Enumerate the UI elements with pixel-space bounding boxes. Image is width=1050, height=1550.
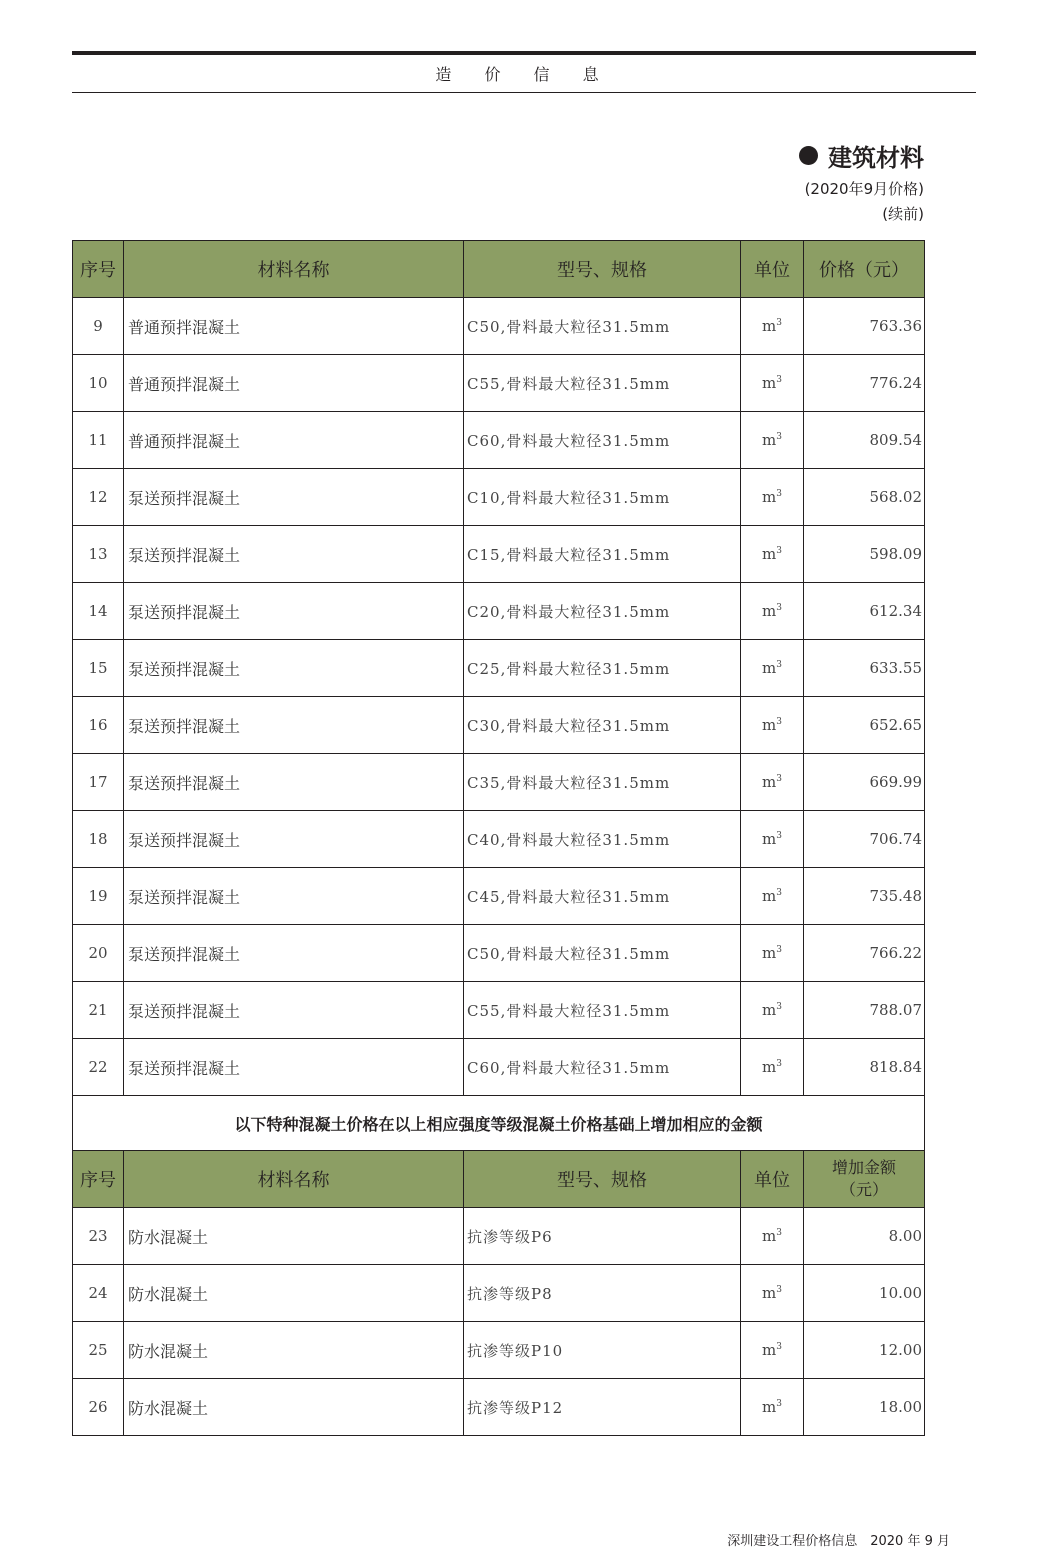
row-number: 11 — [73, 412, 124, 469]
material-name: 泵送预拌混凝土 — [124, 640, 464, 697]
price: 10.00 — [804, 1265, 925, 1322]
material-spec: 抗渗等级P8 — [464, 1265, 741, 1322]
unit-base: m — [762, 317, 777, 335]
unit-base: m — [762, 1398, 777, 1416]
price: 652.65 — [804, 697, 925, 754]
unit — [741, 1265, 804, 1322]
unit — [741, 469, 804, 526]
material-name: 泵送预拌混凝土 — [124, 1039, 464, 1096]
unit-exponent: 3 — [776, 318, 782, 328]
unit-exponent: 3 — [776, 1399, 782, 1409]
unit-base: m — [762, 944, 777, 962]
header-title: 造 价 信 息 — [435, 65, 613, 84]
row-number: 23 — [73, 1208, 124, 1265]
price: 809.54 — [804, 412, 925, 469]
table-row — [73, 697, 925, 754]
header-spec: 型号、规格 — [464, 241, 741, 298]
unit — [741, 298, 804, 355]
material-name: 普通预拌混凝土 — [124, 355, 464, 412]
table-row — [73, 811, 925, 868]
material-spec: C50,骨料最大粒径31.5mm — [464, 925, 741, 982]
unit — [741, 640, 804, 697]
unit-exponent: 3 — [776, 1059, 782, 1069]
material-spec: C45,骨料最大粒径31.5mm — [464, 868, 741, 925]
header-no: 序号 — [73, 241, 124, 298]
material-spec: C35,骨料最大粒径31.5mm — [464, 754, 741, 811]
row-number: 19 — [73, 868, 124, 925]
price: 633.55 — [804, 640, 925, 697]
table-row — [73, 526, 925, 583]
unit-exponent: 3 — [776, 375, 782, 385]
row-number: 16 — [73, 697, 124, 754]
row-number: 26 — [73, 1379, 124, 1436]
material-name: 泵送预拌混凝土 — [124, 982, 464, 1039]
material-name: 防水混凝土 — [124, 1208, 464, 1265]
unit — [741, 1039, 804, 1096]
note-text: 以下特种混凝土价格在以上相应强度等级混凝土价格基础上增加相应的金额 — [73, 1096, 925, 1151]
section-title — [799, 138, 924, 173]
unit-base: m — [762, 830, 777, 848]
row-number: 21 — [73, 982, 124, 1039]
section-continued: (续前) — [882, 205, 924, 223]
unit-exponent: 3 — [776, 1228, 782, 1238]
material-spec: 抗渗等级P6 — [464, 1208, 741, 1265]
material-spec: C55,骨料最大粒径31.5mm — [464, 982, 741, 1039]
price: 18.00 — [804, 1379, 925, 1436]
table-row — [73, 754, 925, 811]
header2-spec: 型号、规格 — [464, 1151, 741, 1208]
material-name: 泵送预拌混凝土 — [124, 754, 464, 811]
row-number: 9 — [73, 298, 124, 355]
price: 818.84 — [804, 1039, 925, 1096]
material-name: 普通预拌混凝土 — [124, 298, 464, 355]
unit-exponent: 3 — [776, 489, 782, 499]
material-spec: C40,骨料最大粒径31.5mm — [464, 811, 741, 868]
table-row — [73, 298, 925, 355]
table-row — [73, 412, 925, 469]
header-price: 价格（元） — [804, 241, 925, 298]
unit — [741, 355, 804, 412]
header-rule — [72, 92, 976, 93]
row-number: 15 — [73, 640, 124, 697]
unit-base: m — [762, 887, 777, 905]
row-number: 18 — [73, 811, 124, 868]
table-row — [73, 355, 925, 412]
unit — [741, 982, 804, 1039]
note-body — [73, 1096, 925, 1151]
unit-exponent: 3 — [776, 603, 782, 613]
unit-base: m — [762, 716, 777, 734]
unit-exponent: 3 — [776, 1002, 782, 1012]
unit — [741, 868, 804, 925]
row-number: 10 — [73, 355, 124, 412]
price: 788.07 — [804, 982, 925, 1039]
material-spec: C10,骨料最大粒径31.5mm — [464, 469, 741, 526]
table-row — [73, 469, 925, 526]
material-name: 泵送预拌混凝土 — [124, 811, 464, 868]
unit — [741, 583, 804, 640]
unit — [741, 1379, 804, 1436]
table-row — [73, 1208, 925, 1265]
unit-exponent: 3 — [776, 774, 782, 784]
table-row — [73, 1265, 925, 1322]
row-number: 20 — [73, 925, 124, 982]
material-name: 泵送预拌混凝土 — [124, 868, 464, 925]
table-row — [73, 982, 925, 1039]
row-number: 12 — [73, 469, 124, 526]
unit-base: m — [762, 773, 777, 791]
table-row — [73, 583, 925, 640]
footer-text: 深圳建设工程价格信息 2020 年 9 月 — [727, 1534, 950, 1549]
header2-price — [804, 1151, 925, 1208]
unit-base: m — [762, 659, 777, 677]
price: 598.09 — [804, 526, 925, 583]
header-name: 材料名称 — [124, 241, 464, 298]
table-row — [73, 1379, 925, 1436]
unit-base: m — [762, 431, 777, 449]
header2-unit: 单位 — [741, 1151, 804, 1208]
material-spec: C55,骨料最大粒径31.5mm — [464, 355, 741, 412]
price: 612.34 — [804, 583, 925, 640]
table-row — [73, 1039, 925, 1096]
price: 766.22 — [804, 925, 925, 982]
header2-price-line2: （元） — [839, 1180, 888, 1199]
price: 8.00 — [804, 1208, 925, 1265]
material-spec: 抗渗等级P10 — [464, 1322, 741, 1379]
price: 763.36 — [804, 298, 925, 355]
material-name: 防水混凝土 — [124, 1322, 464, 1379]
material-name: 泵送预拌混凝土 — [124, 697, 464, 754]
material-name: 泵送预拌混凝土 — [124, 583, 464, 640]
material-spec: C25,骨料最大粒径31.5mm — [464, 640, 741, 697]
price: 776.24 — [804, 355, 925, 412]
row-number: 25 — [73, 1322, 124, 1379]
bullet-icon — [799, 146, 818, 165]
price-table — [72, 240, 925, 1436]
unit-exponent: 3 — [776, 831, 782, 841]
unit-exponent: 3 — [776, 888, 782, 898]
header2-name: 材料名称 — [124, 1151, 464, 1208]
price: 12.00 — [804, 1322, 925, 1379]
material-name: 普通预拌混凝土 — [124, 412, 464, 469]
section-title-text: 建筑材料 — [828, 144, 924, 172]
header-unit: 单位 — [741, 241, 804, 298]
unit — [741, 754, 804, 811]
material-spec: C15,骨料最大粒径31.5mm — [464, 526, 741, 583]
unit-base: m — [762, 545, 777, 563]
material-name: 泵送预拌混凝土 — [124, 469, 464, 526]
unit — [741, 526, 804, 583]
material-spec: C30,骨料最大粒径31.5mm — [464, 697, 741, 754]
section-subtitle: (2020年9月价格) — [804, 180, 924, 198]
table-row — [73, 640, 925, 697]
price: 706.74 — [804, 811, 925, 868]
unit-base: m — [762, 1227, 777, 1245]
unit-exponent: 3 — [776, 1285, 782, 1295]
row-number: 24 — [73, 1265, 124, 1322]
top-rule — [72, 51, 976, 55]
price: 669.99 — [804, 754, 925, 811]
material-name: 防水混凝土 — [124, 1265, 464, 1322]
table-row — [73, 868, 925, 925]
table-row — [73, 1322, 925, 1379]
material-spec: C60,骨料最大粒径31.5mm — [464, 412, 741, 469]
unit-exponent: 3 — [776, 1342, 782, 1352]
material-spec: C20,骨料最大粒径31.5mm — [464, 583, 741, 640]
unit — [741, 925, 804, 982]
table2-header-row — [73, 1151, 925, 1208]
row-number: 13 — [73, 526, 124, 583]
material-spec: C50,骨料最大粒径31.5mm — [464, 298, 741, 355]
unit-exponent: 3 — [776, 945, 782, 955]
row-number: 14 — [73, 583, 124, 640]
material-spec: C60,骨料最大粒径31.5mm — [464, 1039, 741, 1096]
unit-base: m — [762, 602, 777, 620]
price: 568.02 — [804, 469, 925, 526]
row-number: 22 — [73, 1039, 124, 1096]
unit — [741, 811, 804, 868]
unit-exponent: 3 — [776, 546, 782, 556]
material-name: 防水混凝土 — [124, 1379, 464, 1436]
material-name: 泵送预拌混凝土 — [124, 925, 464, 982]
unit-base: m — [762, 1284, 777, 1302]
table1-header-row — [73, 241, 925, 298]
unit-base: m — [762, 374, 777, 392]
table1-body — [73, 241, 925, 1096]
header2-no: 序号 — [73, 1151, 124, 1208]
material-spec: 抗渗等级P12 — [464, 1379, 741, 1436]
unit-exponent: 3 — [776, 660, 782, 670]
price: 735.48 — [804, 868, 925, 925]
unit-base: m — [762, 1058, 777, 1076]
unit — [741, 1322, 804, 1379]
table2-body — [73, 1151, 925, 1436]
unit-exponent: 3 — [776, 717, 782, 727]
header2-price-line1: 增加金额 — [831, 1158, 896, 1177]
unit — [741, 1208, 804, 1265]
material-name: 泵送预拌混凝土 — [124, 526, 464, 583]
unit-exponent: 3 — [776, 432, 782, 442]
unit-base: m — [762, 1001, 777, 1019]
unit-base: m — [762, 1341, 777, 1359]
table-row — [73, 925, 925, 982]
row-number: 17 — [73, 754, 124, 811]
unit-base: m — [762, 488, 777, 506]
note-row — [73, 1096, 925, 1151]
unit — [741, 697, 804, 754]
unit — [741, 412, 804, 469]
